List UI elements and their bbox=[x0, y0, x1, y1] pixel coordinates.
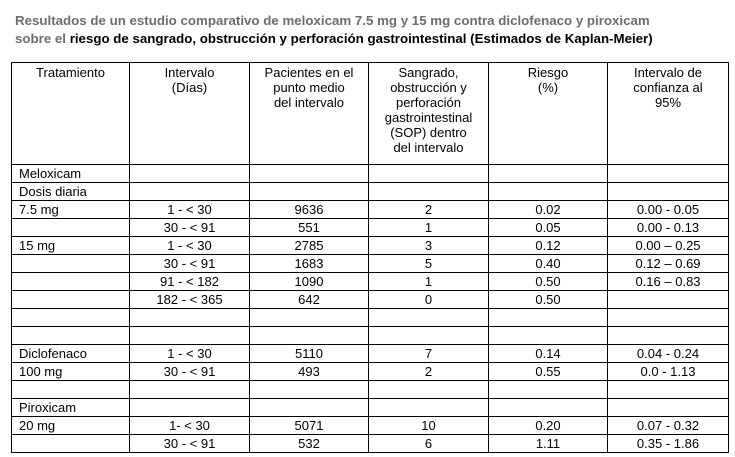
table-cell: 0.02 bbox=[489, 201, 608, 219]
table-cell: 5 bbox=[369, 255, 489, 273]
table-cell bbox=[489, 165, 608, 183]
table-cell: 0.14 bbox=[489, 345, 608, 363]
table-cell: 3 bbox=[369, 237, 489, 255]
table-cell: 30 - < 91 bbox=[130, 435, 250, 453]
table-row bbox=[12, 273, 729, 291]
table-cell bbox=[369, 327, 489, 345]
table-cell: 0.12 bbox=[489, 237, 608, 255]
table-cell: 182 - < 365 bbox=[130, 291, 250, 309]
table-cell: 1.11 bbox=[489, 435, 608, 453]
table-cell: 0.16 – 0.83 bbox=[608, 273, 729, 291]
table-cell bbox=[250, 309, 369, 327]
table-cell bbox=[12, 255, 130, 273]
table-row bbox=[12, 291, 729, 309]
table-cell: 0.20 bbox=[489, 417, 608, 435]
table-cell: 1- < 30 bbox=[130, 417, 250, 435]
table-cell bbox=[130, 327, 250, 345]
table-cell: 10 bbox=[369, 417, 489, 435]
table-cell bbox=[608, 381, 729, 399]
table-cell bbox=[608, 165, 729, 183]
table-cell: 1 bbox=[369, 219, 489, 237]
table-row bbox=[12, 345, 729, 363]
table-cell: 0.04 - 0.24 bbox=[608, 345, 729, 363]
title-line-2-main: riesgo de sangrado, obstrucción y perforación gastrointestinal (Estimados de Kaplan-Meier) bbox=[69, 31, 653, 46]
table-row bbox=[12, 363, 729, 381]
table-cell bbox=[130, 309, 250, 327]
table-cell: Meloxicam bbox=[12, 165, 130, 183]
column-header: Tratamiento bbox=[12, 63, 130, 165]
header-row bbox=[12, 63, 729, 165]
column-header: Riesgo (%) bbox=[489, 63, 608, 165]
table-row bbox=[12, 381, 729, 399]
table-body bbox=[12, 165, 729, 453]
table-cell: 91 - < 182 bbox=[130, 273, 250, 291]
table-cell bbox=[250, 165, 369, 183]
table-row bbox=[12, 435, 729, 453]
table-cell bbox=[369, 183, 489, 201]
title-line-2 bbox=[15, 30, 727, 48]
table-row bbox=[12, 417, 729, 435]
table-cell: 2785 bbox=[250, 237, 369, 255]
table-cell: 30 - < 91 bbox=[130, 219, 250, 237]
table-cell: 20 mg bbox=[12, 417, 130, 435]
table-row bbox=[12, 255, 729, 273]
table-cell: 0.00 - 0.05 bbox=[608, 201, 729, 219]
table-cell: 2 bbox=[369, 201, 489, 219]
table-cell bbox=[489, 309, 608, 327]
table-cell bbox=[130, 399, 250, 417]
table-cell: 2 bbox=[369, 363, 489, 381]
table-cell bbox=[250, 327, 369, 345]
table-cell bbox=[489, 183, 608, 201]
table-cell: 0.00 - 0.13 bbox=[608, 219, 729, 237]
table-cell: 0.55 bbox=[489, 363, 608, 381]
table-cell: 493 bbox=[250, 363, 369, 381]
column-header: Intervalo (Días) bbox=[130, 63, 250, 165]
table-cell bbox=[130, 381, 250, 399]
table-cell: 642 bbox=[250, 291, 369, 309]
table-row bbox=[12, 183, 729, 201]
table-cell bbox=[12, 219, 130, 237]
table-cell: 6 bbox=[369, 435, 489, 453]
table-cell: 1 - < 30 bbox=[130, 201, 250, 219]
table-cell bbox=[12, 291, 130, 309]
title-line-1: Resultados de un estudio comparativo de meloxicam 7.5 mg y 15 mg contra diclofenaco y piroxicam bbox=[15, 13, 650, 28]
table-cell: 1683 bbox=[250, 255, 369, 273]
table-cell: Diclofenaco bbox=[12, 345, 130, 363]
table-cell bbox=[250, 399, 369, 417]
table-cell bbox=[130, 183, 250, 201]
table-cell bbox=[608, 183, 729, 201]
table-cell bbox=[12, 435, 130, 453]
column-header: Intervalo de confianza al 95% bbox=[608, 63, 729, 165]
table-cell: 0.50 bbox=[489, 291, 608, 309]
table-cell: 1 - < 30 bbox=[130, 237, 250, 255]
table-cell bbox=[12, 273, 130, 291]
table-row bbox=[12, 327, 729, 345]
table-cell: 532 bbox=[250, 435, 369, 453]
table-cell: 0.12 – 0.69 bbox=[608, 255, 729, 273]
table-cell: 0.07 - 0.32 bbox=[608, 417, 729, 435]
table-cell: 0 bbox=[369, 291, 489, 309]
table-cell: 0.0 - 1.13 bbox=[608, 363, 729, 381]
table-cell bbox=[12, 381, 130, 399]
table-row bbox=[12, 309, 729, 327]
table-cell: 100 mg bbox=[12, 363, 130, 381]
table-cell bbox=[608, 327, 729, 345]
table-cell bbox=[369, 309, 489, 327]
table-cell bbox=[608, 399, 729, 417]
table-cell: Dosis diaria bbox=[12, 183, 130, 201]
table-row bbox=[12, 219, 729, 237]
table-cell: 1 bbox=[369, 273, 489, 291]
table-cell: 0.35 - 1.86 bbox=[608, 435, 729, 453]
table-cell bbox=[12, 309, 130, 327]
table-row bbox=[12, 201, 729, 219]
table-cell bbox=[250, 183, 369, 201]
column-header: Pacientes en el punto medio del intervalo bbox=[250, 63, 369, 165]
table-cell: 0.50 bbox=[489, 273, 608, 291]
table-cell: 15 mg bbox=[12, 237, 130, 255]
table-cell: 7 bbox=[369, 345, 489, 363]
table-cell bbox=[130, 165, 250, 183]
table-cell bbox=[250, 381, 369, 399]
table-cell: 5110 bbox=[250, 345, 369, 363]
table-cell: 5071 bbox=[250, 417, 369, 435]
table-row bbox=[12, 165, 729, 183]
table-cell: 0.40 bbox=[489, 255, 608, 273]
table-cell: Piroxicam bbox=[12, 399, 130, 417]
table-title bbox=[15, 12, 727, 48]
table-cell: 1090 bbox=[250, 273, 369, 291]
table-cell bbox=[369, 399, 489, 417]
table-cell: 0.00 – 0.25 bbox=[608, 237, 729, 255]
column-header: Sangrado, obstrucción y perforación gastrointestinal (SOP) dentro del intervalo bbox=[369, 63, 489, 165]
table-cell: 551 bbox=[250, 219, 369, 237]
table-cell bbox=[489, 399, 608, 417]
table-cell bbox=[369, 165, 489, 183]
table-cell bbox=[489, 327, 608, 345]
table-cell bbox=[12, 327, 130, 345]
table-cell: 7.5 mg bbox=[12, 201, 130, 219]
table-cell: 30 - < 91 bbox=[130, 363, 250, 381]
table-cell bbox=[489, 381, 608, 399]
table-cell: 1 - < 30 bbox=[130, 345, 250, 363]
table-cell bbox=[608, 291, 729, 309]
table-cell bbox=[369, 381, 489, 399]
table-cell: 9636 bbox=[250, 201, 369, 219]
table-row bbox=[12, 237, 729, 255]
table-cell: 30 - < 91 bbox=[130, 255, 250, 273]
table-row bbox=[12, 399, 729, 417]
table-cell: 0.05 bbox=[489, 219, 608, 237]
results-table bbox=[11, 62, 729, 453]
table-cell bbox=[608, 309, 729, 327]
title-line-2-prefix: sobre el bbox=[15, 31, 70, 46]
